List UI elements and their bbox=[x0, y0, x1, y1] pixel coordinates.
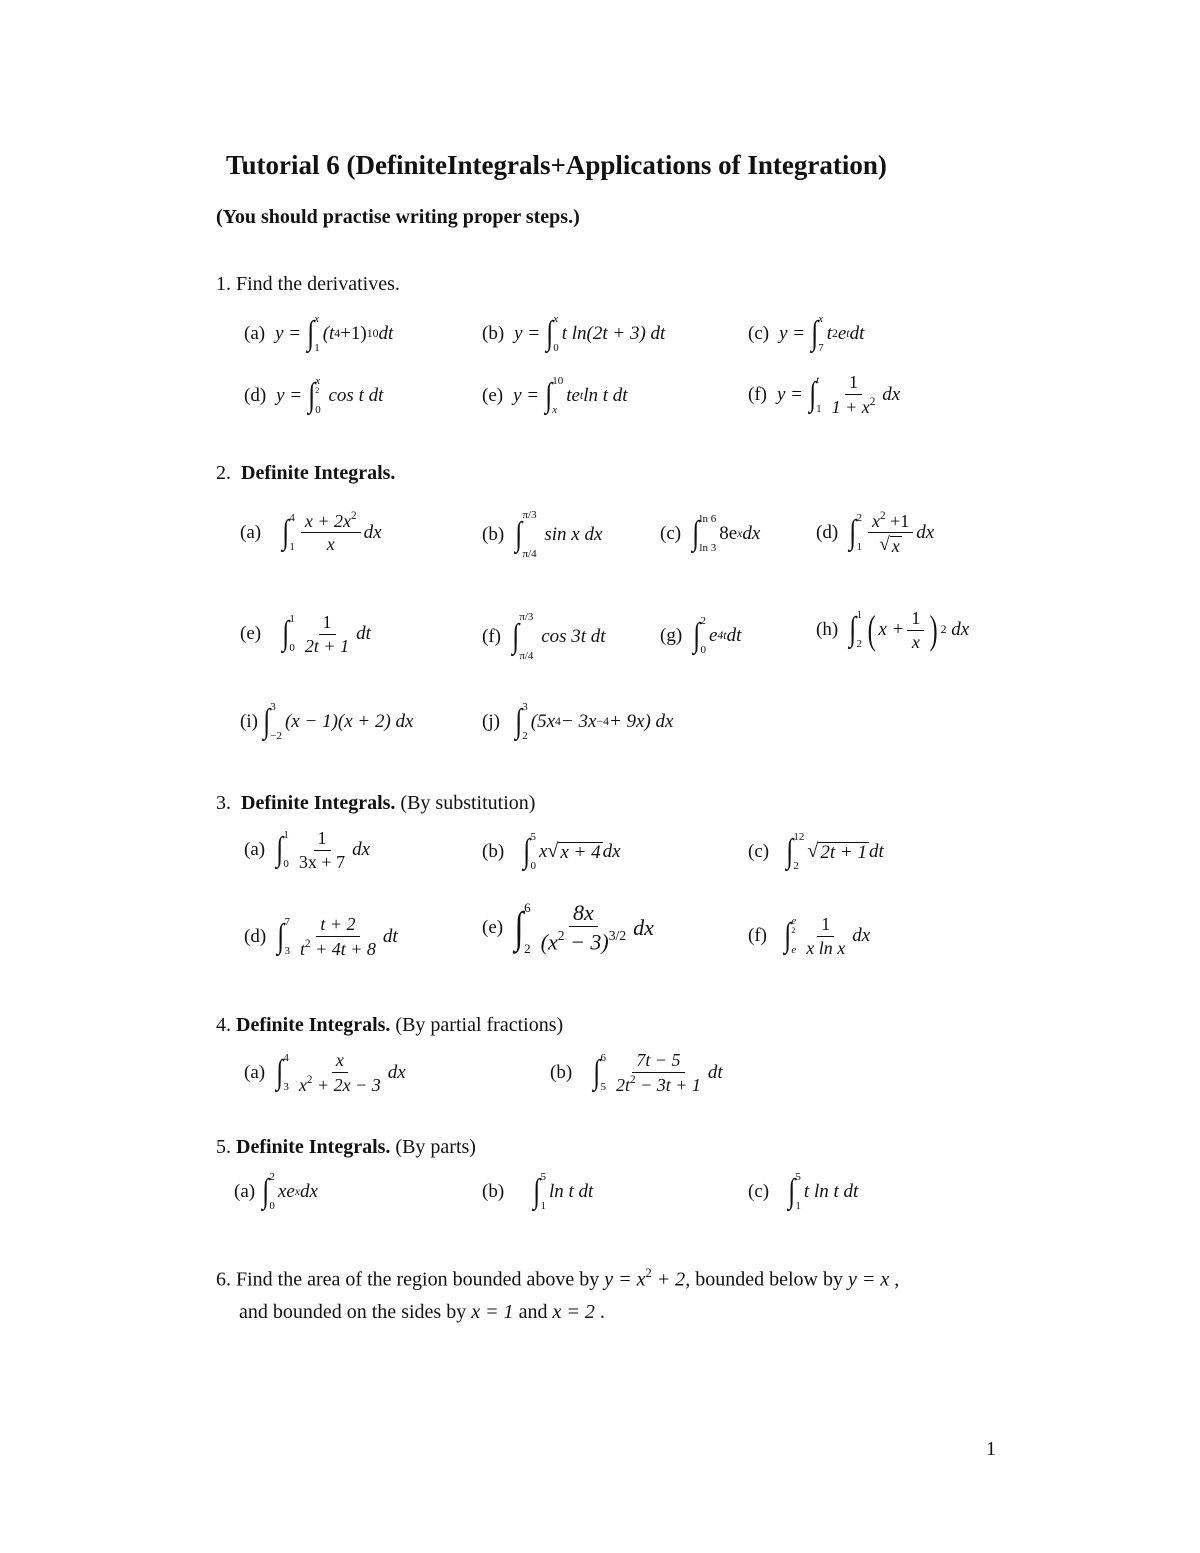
q1-part-a: (a) y = ∫ x 1 (t 4 +1) 10 dt bbox=[244, 313, 394, 354]
q3-heading: 3. Definite Integrals. (By substitution) bbox=[216, 792, 536, 814]
part-label: (c) bbox=[748, 323, 770, 344]
fraction: $\frac{1}{1 + x^2}$ bbox=[831, 372, 876, 417]
fraction: $\frac{1}{2t + 1}$ bbox=[304, 612, 350, 656]
part-label: (h) bbox=[816, 619, 839, 641]
integral-sign: ∫ 1 2 bbox=[849, 609, 862, 651]
q1-part-e: (e) y = ∫ 10 x te t ln t dt bbox=[482, 375, 628, 416]
part-label: (d) bbox=[244, 925, 267, 947]
part-label: (j) bbox=[482, 711, 500, 732]
part-label: (b) bbox=[482, 841, 505, 862]
q6-line-2: and bounded on the sides by x = 1 and x = 2 . bbox=[239, 1301, 605, 1323]
integral-sign: ∫ 5 0 bbox=[523, 831, 536, 872]
fraction: $\frac{x}{x^2 + 2x - 3}$ bbox=[298, 1050, 381, 1095]
part-label: (b) bbox=[550, 1061, 573, 1083]
part-label: (d) bbox=[816, 522, 839, 544]
integral-sign: ∫ 3 2 bbox=[515, 701, 528, 742]
integral-sign: ∫ 6 2 bbox=[514, 899, 531, 956]
q2-part-j: (j) ∫ 3 2 (5x 4 − 3x −4 + 9x) dx bbox=[482, 701, 674, 742]
integral-sign: ∫ 5 1 bbox=[533, 1171, 546, 1212]
part-label: (b) bbox=[482, 1181, 505, 1202]
part-label: (b) bbox=[482, 524, 505, 545]
part-label: (i) bbox=[240, 711, 258, 732]
integral-sign: ∫ 10 x bbox=[545, 375, 564, 416]
integral-sign: ∫ 2 0 bbox=[262, 1171, 275, 1212]
q6-line-1: 6. Find the area of the region bounded above by $y = x^2 + 2$, bounded below by y = x , bbox=[216, 1266, 900, 1291]
integral-sign: ∫ x 7 bbox=[811, 313, 824, 354]
q2-part-f: (f) ∫ π/3 π/4 cos 3t dt bbox=[482, 611, 606, 662]
integral-sign: ∫ 7 3 bbox=[277, 915, 290, 957]
q1-part-b: (b) y = ∫ x 0 t ln(2t + 3) dt bbox=[482, 313, 666, 354]
q5-part-a: (a) ∫ 2 0 xe x dx bbox=[234, 1171, 318, 1212]
integral-sign: ∫ 6 5 bbox=[593, 1051, 606, 1093]
integral-sign: ∫ x $^2$ 0 bbox=[308, 375, 321, 416]
fraction: $\frac{7t - 5}{2t^2 - 3t + 1}$ bbox=[615, 1050, 701, 1095]
q2-part-h: (h) ∫ 1 2 ( x + $\frac{1}{x}$ ) 2 dx bbox=[816, 607, 970, 653]
q3-part-d: (d) ∫ 7 3 $\frac{t + 2}{t^2 + 4t + 8}$ dt bbox=[244, 914, 398, 959]
q5-part-c: (c) ∫ 5 1 t ln t dt bbox=[748, 1171, 859, 1212]
page-title: Tutorial 6 (DefiniteIntegrals+Applications of Integration) bbox=[226, 150, 887, 180]
part-label: (e) bbox=[482, 916, 504, 938]
part-label: (e) bbox=[240, 623, 262, 645]
integral-sign: ∫ 4 3 bbox=[276, 1051, 289, 1093]
integral-sign: ∫ 1 0 bbox=[282, 613, 295, 655]
part-label: (d) bbox=[244, 385, 267, 406]
integral-sign: ∫ 1 0 bbox=[276, 829, 289, 871]
q2-heading: 2. Definite Integrals. bbox=[216, 462, 396, 484]
part-label: (c) bbox=[748, 1181, 770, 1202]
part-label: (a) bbox=[244, 1061, 266, 1083]
part-label: (a) bbox=[244, 323, 266, 344]
integral-sign: ∫ 4 1 bbox=[282, 511, 295, 553]
part-label: (g) bbox=[660, 625, 683, 646]
fraction: $\frac{1}{x}$ bbox=[907, 608, 924, 652]
q4-part-a: (a) ∫ 4 3 $\frac{x}{x^2 + 2x - 3}$ dx bbox=[244, 1050, 406, 1095]
integral-sign: ∫ π/3 π/4 bbox=[515, 509, 537, 560]
integral-sign: ∫ 12 2 bbox=[786, 831, 805, 872]
part-label: (a) bbox=[244, 839, 266, 861]
part-label: (a) bbox=[234, 1181, 256, 1202]
q3-part-c: (c) ∫ 12 2 √ 2t + 1 dt bbox=[748, 831, 884, 872]
fraction: $x^2 +1$ √ x bbox=[868, 510, 913, 556]
subtitle: (You should practise writing proper steps.) bbox=[216, 206, 580, 228]
fraction: $\frac{x + 2x^2}{x}$ bbox=[301, 510, 361, 555]
integral-sign: ∫ 2 0 bbox=[693, 615, 706, 656]
q2-part-g: (g) ∫ 2 0 e 4t dt bbox=[660, 615, 742, 656]
integral-sign: ∫ π/3 π/4 bbox=[512, 611, 534, 662]
q1-part-f: (f) y = ∫ t 1 $\frac{1}{1 + x^2}$ dx bbox=[748, 372, 901, 417]
q5-heading: 5. Definite Integrals. (By parts) bbox=[216, 1136, 476, 1158]
q2-part-a: (a) ∫ 4 1 $\frac{x + 2x^2}{x}$ dx bbox=[240, 510, 382, 555]
fraction: $\frac{8x}{(x^2 - 3)^{3/2}}$ bbox=[540, 900, 627, 955]
integral-sign: ∫ 2 1 bbox=[849, 512, 862, 554]
part-label: (b) bbox=[482, 323, 505, 344]
part-label: (a) bbox=[240, 521, 262, 543]
q1-part-d: (d) y = ∫ x $^2$ 0 cos t dt bbox=[244, 375, 384, 416]
integral-sign: ∫ 5 1 bbox=[788, 1171, 801, 1212]
part-label: (f) bbox=[482, 626, 501, 647]
q3-part-b: (b) ∫ 5 0 x √ x + 4 dx bbox=[482, 831, 621, 872]
part-label: (c) bbox=[748, 841, 770, 862]
q4-part-b: (b) ∫ 6 5 $\frac{7t - 5}{2t^2 - 3t + 1}$ dt bbox=[550, 1050, 723, 1095]
part-label: (f) bbox=[748, 925, 767, 947]
q2-part-d: (d) ∫ 2 1 $x^2 +1$ √ x dx bbox=[816, 510, 935, 557]
q1-heading: 1. Find the derivatives. bbox=[216, 273, 400, 295]
fraction: $\frac{1}{3x + 7}$ bbox=[298, 828, 346, 872]
integral-sign: ∫ ln 6 ln 3 bbox=[692, 513, 717, 554]
q2-part-c: (c) ∫ ln 6 ln 3 8e x dx bbox=[660, 513, 761, 554]
integral-sign: ∫ x 0 bbox=[546, 313, 559, 354]
q1-part-c: (c) y = ∫ x 7 t 2 e t dt bbox=[748, 313, 865, 354]
page-number: 1 bbox=[986, 1438, 996, 1460]
q2-part-b: (b) ∫ π/3 π/4 sin x dx bbox=[482, 509, 603, 560]
integral-sign: ∫ t 1 bbox=[808, 373, 822, 415]
integral-sign: ∫ x 1 bbox=[307, 313, 320, 354]
q3-part-a: (a) ∫ 1 0 $\frac{1}{3x + 7}$ dx bbox=[244, 828, 371, 872]
part-label: (f) bbox=[748, 383, 767, 405]
q5-part-b: (b) ∫ 5 1 ln t dt bbox=[482, 1171, 594, 1212]
q2-part-i: (i) ∫ 3 −2 (x − 1)(x + 2) dx bbox=[240, 701, 414, 742]
part-label: (c) bbox=[660, 523, 682, 544]
fraction: $\frac{1}{\text{x ln x}}$ bbox=[806, 914, 846, 958]
fraction: $\frac{t + 2}{t^2 + 4t + 8}$ bbox=[299, 914, 376, 959]
q3-part-f: (f) ∫ e $^2$ e $\frac{1}{\text{x ln x}}$ dx bbox=[748, 914, 871, 958]
q3-part-e: (e) ∫ 6 2 $\frac{8x}{(x^2 - 3)^{3/2}}$ dx bbox=[482, 899, 654, 956]
integral-sign: ∫ 3 −2 bbox=[263, 701, 282, 742]
part-label: (e) bbox=[482, 385, 504, 406]
q2-part-e: (e) ∫ 1 0 $\frac{1}{2t + 1}$ dt bbox=[240, 612, 371, 656]
integral-sign: ∫ e $^2$ e bbox=[784, 915, 797, 957]
q4-heading: 4. Definite Integrals. (By partial fractions) bbox=[216, 1014, 564, 1036]
